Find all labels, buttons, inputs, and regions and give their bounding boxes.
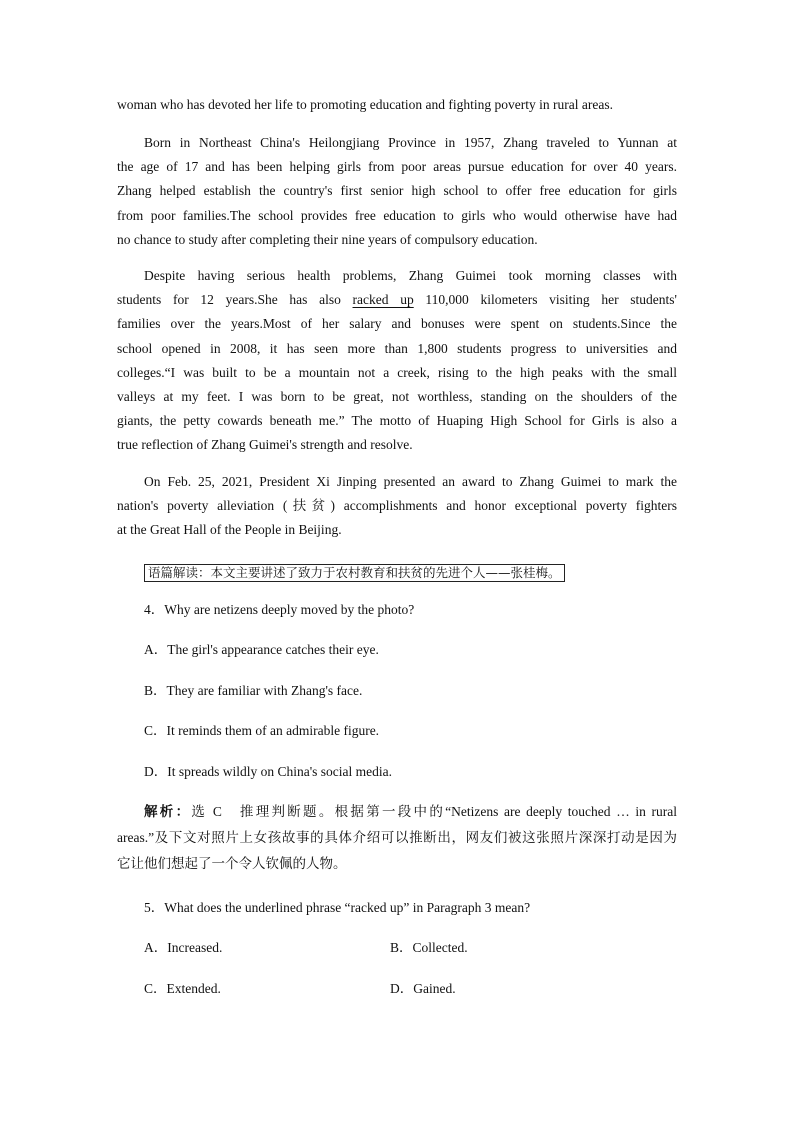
text-line-with-underline bbox=[117, 288, 677, 312]
text-segment: 110,000 kilometers visiting her students' bbox=[413, 292, 677, 308]
text-line: true reflection of Zhang Guimei's strength and resolve. bbox=[117, 437, 413, 453]
text-line: Born in Northeast China's Heilongjiang Province in 1957, Zhang traveled to Yunnan at bbox=[144, 135, 677, 150]
question-4-option-a: A．The girl's appearance catches their eye. bbox=[144, 642, 379, 657]
reading-note-box: 语篇解读：本文主要讲述了致力于农村教育和扶贫的先进个人——张桂梅。 bbox=[144, 564, 565, 582]
passage-paragraph-3 bbox=[117, 470, 677, 543]
question-5-option-b: B．Collected. bbox=[390, 940, 468, 955]
text-line: no chance to study after completing their nine years of compulsory education. bbox=[117, 231, 538, 247]
text-line: Despite having serious health problems, Zhang Guimei took morning classes with bbox=[144, 268, 677, 283]
text-line: the age of 17 and has been helping girls from poor areas pursue education for over 40 years. bbox=[117, 159, 677, 175]
analysis-block bbox=[117, 799, 677, 877]
passage-paragraph-0 bbox=[117, 93, 667, 117]
text-line: colleges.“I was built to be a mountain not a creek, rising to the high peaks with the small bbox=[117, 364, 677, 380]
text-line: nation's poverty alleviation (扶贫) accomplishments and honor exceptional poverty fighters bbox=[117, 498, 677, 514]
question-4-option-c: C．It reminds them of an admirable figure. bbox=[144, 723, 380, 738]
text-line: school opened in 2008, it has seen more than 1,800 students progress to universities and bbox=[117, 340, 677, 356]
text-line: valleys at my feet. I was born to be great, not worthless, standing on the shoulders of the bbox=[117, 389, 677, 405]
question-5-stem: 5．What does the underlined phrase “racked up” in Paragraph 3 mean? bbox=[144, 900, 531, 915]
analysis-line: areas.”及下文对照片上女孩故事的具体介绍可以推断出，网友们被这张照片深深打动是因为 bbox=[117, 830, 677, 845]
question-5-option-c: C．Extended. bbox=[144, 981, 221, 996]
underlined-phrase: racked up bbox=[352, 292, 414, 308]
text-line: at the Great Hall of the People in Beijing. bbox=[117, 522, 342, 538]
text-line: from poor families.The school provides free education to girls who would otherwise have had bbox=[117, 207, 677, 223]
passage-paragraph-1 bbox=[117, 131, 677, 252]
text-line: giants, the petty cowards beneath me.” The motto of Huaping High School for Girls is also a bbox=[117, 413, 677, 429]
text-segment: students for 12 years.She has also bbox=[117, 292, 353, 308]
text-line: woman who has devoted her life to promoting education and fighting poverty in rural areas. bbox=[117, 97, 613, 112]
analysis-label: 解析： bbox=[144, 804, 192, 819]
text-segment: 选 C 推理判断题。根据第一段中的“Netizens are deeply touched … in rural bbox=[191, 804, 678, 819]
text-line: Zhang helped establish the country's first senior high school to offer free education for girls bbox=[117, 183, 677, 199]
text-line: families over the years.Most of her salary and bonuses were spent on students.Since the bbox=[117, 316, 677, 332]
question-5-option-a: A．Increased. bbox=[144, 940, 223, 955]
question-4-option-b: B．They are familiar with Zhang's face. bbox=[144, 683, 363, 698]
passage-paragraph-2 bbox=[117, 264, 677, 458]
question-4-stem: 4．Why are netizens deeply moved by the photo? bbox=[144, 602, 415, 617]
analysis-line: 它让他们想起了一个令人钦佩的人物。 bbox=[117, 856, 347, 871]
question-5-option-d: D．Gained. bbox=[390, 981, 456, 996]
question-4-option-d: D．It spreads wildly on China's social media. bbox=[144, 764, 393, 779]
analysis-line bbox=[117, 799, 677, 825]
text-line: On Feb. 25, 2021, President Xi Jinping presented an award to Zhang Guimei to mark the bbox=[144, 474, 677, 489]
